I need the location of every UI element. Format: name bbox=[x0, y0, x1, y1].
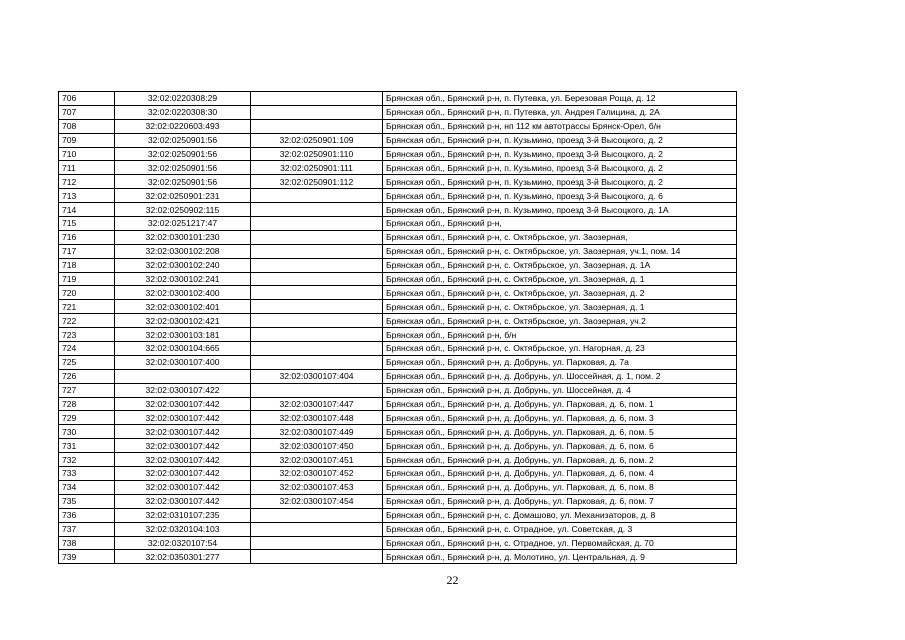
row-number-cell: 738 bbox=[59, 536, 115, 550]
address-cell: Брянская обл., Брянский р-н, п. Кузьмино, проезд 3-й Высоцкого, д. 6 bbox=[383, 189, 737, 203]
table-row bbox=[59, 425, 737, 439]
row-number-cell: 734 bbox=[59, 480, 115, 494]
sub-object-number-cell bbox=[251, 508, 383, 522]
table-row bbox=[59, 467, 737, 481]
row-number-cell: 727 bbox=[59, 383, 115, 397]
table-row bbox=[59, 480, 737, 494]
address-cell: Брянская обл., Брянский р-н, д. Добрунь, ул. Парковая, д. 6, пом. 2 bbox=[383, 453, 737, 467]
cadastral-number-cell: 32:02:0300107:422 bbox=[115, 383, 251, 397]
sub-object-number-cell bbox=[251, 355, 383, 369]
property-table-body bbox=[59, 92, 737, 564]
address-cell: Брянская обл., Брянский р-н, д. Добрунь, ул. Парковая, д. 6, пом. 8 bbox=[383, 480, 737, 494]
cadastral-number-cell: 32:02:0220603:493 bbox=[115, 119, 251, 133]
table-row bbox=[59, 258, 737, 272]
row-number-cell: 731 bbox=[59, 439, 115, 453]
table-row bbox=[59, 522, 737, 536]
address-cell: Брянская обл., Брянский р-н, с. Октябрьское, ул. Заозерная, bbox=[383, 230, 737, 244]
sub-object-number-cell bbox=[251, 105, 383, 119]
table-row bbox=[59, 397, 737, 411]
cadastral-number-cell: 32:02:0300107:442 bbox=[115, 480, 251, 494]
address-cell: Брянская обл., Брянский р-н, д. Добрунь, ул. Шоссейная, д. 4 bbox=[383, 383, 737, 397]
row-number-cell: 708 bbox=[59, 119, 115, 133]
sub-object-number-cell: 32:02:0300107:452 bbox=[251, 467, 383, 481]
sub-object-number-cell bbox=[251, 272, 383, 286]
address-cell: Брянская обл., Брянский р-н, д. Добрунь, ул. Парковая, д. 6, пом. 7 bbox=[383, 494, 737, 508]
cadastral-number-cell: 32:02:0300107:442 bbox=[115, 453, 251, 467]
cadastral-number-cell: 32:02:0300107:442 bbox=[115, 494, 251, 508]
sub-object-number-cell: 32:02:0300107:449 bbox=[251, 425, 383, 439]
table-row bbox=[59, 189, 737, 203]
cadastral-number-cell: 32:02:0250901:56 bbox=[115, 147, 251, 161]
cadastral-number-cell: 32:02:0300107:442 bbox=[115, 439, 251, 453]
row-number-cell: 719 bbox=[59, 272, 115, 286]
row-number-cell: 722 bbox=[59, 314, 115, 328]
sub-object-number-cell bbox=[251, 189, 383, 203]
table-row bbox=[59, 175, 737, 189]
row-number-cell: 720 bbox=[59, 286, 115, 300]
sub-object-number-cell bbox=[251, 286, 383, 300]
table-row bbox=[59, 286, 737, 300]
row-number-cell: 736 bbox=[59, 508, 115, 522]
cadastral-number-cell: 32:02:0250901:231 bbox=[115, 189, 251, 203]
address-cell: Брянская обл., Брянский р-н, б/н bbox=[383, 328, 737, 342]
table-row bbox=[59, 342, 737, 356]
address-cell: Брянская обл., Брянский р-н, с. Октябрьское, ул. Заозерная, д. 1 bbox=[383, 272, 737, 286]
cadastral-number-cell: 32:02:0320107:54 bbox=[115, 536, 251, 550]
address-cell: Брянская обл., Брянский р-н, п. Кузьмино, проезд 3-й Высоцкого, д. 2 bbox=[383, 147, 737, 161]
address-cell: Брянская обл., Брянский р-н, п. Путевка, ул. Березовая Роща, д. 12 bbox=[383, 92, 737, 106]
table-row bbox=[59, 508, 737, 522]
table-row bbox=[59, 92, 737, 106]
sub-object-number-cell bbox=[251, 217, 383, 231]
row-number-cell: 726 bbox=[59, 369, 115, 383]
address-cell: Брянская обл., Брянский р-н, с. Октябрьское, ул. Заозерная, уч.1, пом. 14 bbox=[383, 244, 737, 258]
address-cell: Брянская обл., Брянский р-н, п. Кузьмино, проезд 3-й Высоцкого, д. 2 bbox=[383, 175, 737, 189]
row-number-cell: 737 bbox=[59, 522, 115, 536]
row-number-cell: 712 bbox=[59, 175, 115, 189]
table-row bbox=[59, 217, 737, 231]
cadastral-number-cell: 32:02:0350301:277 bbox=[115, 550, 251, 564]
row-number-cell: 723 bbox=[59, 328, 115, 342]
sub-object-number-cell bbox=[251, 328, 383, 342]
sub-object-number-cell bbox=[251, 522, 383, 536]
sub-object-number-cell: 32:02:0300107:404 bbox=[251, 369, 383, 383]
cadastral-number-cell: 32:02:0300107:442 bbox=[115, 411, 251, 425]
sub-object-number-cell bbox=[251, 203, 383, 217]
address-cell: Брянская обл., Брянский р-н, с. Отрадное, ул. Первомайская, д. 70 bbox=[383, 536, 737, 550]
sub-object-number-cell bbox=[251, 119, 383, 133]
table-row bbox=[59, 300, 737, 314]
row-number-cell: 721 bbox=[59, 300, 115, 314]
sub-object-number-cell: 32:02:0250901:111 bbox=[251, 161, 383, 175]
table-row bbox=[59, 453, 737, 467]
address-cell: Брянская обл., Брянский р-н, с. Октябрьское, ул. Заозерная, д. 1А bbox=[383, 258, 737, 272]
cadastral-number-cell: 32:02:0300102:400 bbox=[115, 286, 251, 300]
sub-object-number-cell: 32:02:0300107:453 bbox=[251, 480, 383, 494]
sub-object-number-cell bbox=[251, 244, 383, 258]
sub-object-number-cell bbox=[251, 536, 383, 550]
row-number-cell: 725 bbox=[59, 355, 115, 369]
cadastral-number-cell: 32:02:0310107:235 bbox=[115, 508, 251, 522]
address-cell: Брянская обл., Брянский р-н, д. Добрунь, ул. Парковая, д. 6, пом. 5 bbox=[383, 425, 737, 439]
sub-object-number-cell bbox=[251, 258, 383, 272]
table-row bbox=[59, 550, 737, 564]
sub-object-number-cell: 32:02:0300107:454 bbox=[251, 494, 383, 508]
table-row bbox=[59, 203, 737, 217]
cadastral-number-cell: 32:02:0250901:56 bbox=[115, 133, 251, 147]
table-row bbox=[59, 355, 737, 369]
cadastral-number-cell: 32:02:0300104:665 bbox=[115, 342, 251, 356]
sub-object-number-cell: 32:02:0250901:109 bbox=[251, 133, 383, 147]
row-number-cell: 709 bbox=[59, 133, 115, 147]
row-number-cell: 732 bbox=[59, 453, 115, 467]
sub-object-number-cell bbox=[251, 92, 383, 106]
row-number-cell: 715 bbox=[59, 217, 115, 231]
address-cell: Брянская обл., Брянский р-н, д. Добрунь, ул. Парковая, д. 6, пом. 4 bbox=[383, 467, 737, 481]
address-cell: Брянская обл., Брянский р-н, п. Кузьмино, проезд 3-й Высоцкого, д. 1А bbox=[383, 203, 737, 217]
address-cell: Брянская обл., Брянский р-н, п. Кузьмино, проезд 3-й Высоцкого, д. 2 bbox=[383, 161, 737, 175]
cadastral-number-cell: 32:02:0300107:442 bbox=[115, 467, 251, 481]
sub-object-number-cell: 32:02:0250901:112 bbox=[251, 175, 383, 189]
address-cell: Брянская обл., Брянский р-н, bbox=[383, 217, 737, 231]
sub-object-number-cell bbox=[251, 300, 383, 314]
cadastral-number-cell: 32:02:0300102:241 bbox=[115, 272, 251, 286]
cadastral-number-cell: 32:02:0300102:421 bbox=[115, 314, 251, 328]
row-number-cell: 739 bbox=[59, 550, 115, 564]
row-number-cell: 728 bbox=[59, 397, 115, 411]
row-number-cell: 718 bbox=[59, 258, 115, 272]
table-row bbox=[59, 439, 737, 453]
address-cell: Брянская обл., Брянский р-н, д. Добрунь, ул. Парковая, д. 7а bbox=[383, 355, 737, 369]
cadastral-number-cell: 32:02:0250902:115 bbox=[115, 203, 251, 217]
property-table bbox=[58, 91, 737, 564]
cadastral-number-cell: 32:02:0251217:47 bbox=[115, 217, 251, 231]
cadastral-number-cell: 32:02:0250901:56 bbox=[115, 161, 251, 175]
row-number-cell: 711 bbox=[59, 161, 115, 175]
cadastral-number-cell: 32:02:0220308:30 bbox=[115, 105, 251, 119]
row-number-cell: 730 bbox=[59, 425, 115, 439]
table-row bbox=[59, 244, 737, 258]
row-number-cell: 707 bbox=[59, 105, 115, 119]
page-number: 22 bbox=[446, 573, 459, 587]
row-number-cell: 713 bbox=[59, 189, 115, 203]
address-cell: Брянская обл., Брянский р-н, д. Добрунь, ул. Шоссейная, д. 1, пом. 2 bbox=[383, 369, 737, 383]
table-row bbox=[59, 133, 737, 147]
address-cell: Брянская обл., Брянский р-н, с. Домашово, ул. Механизаторов, д. 8 bbox=[383, 508, 737, 522]
address-cell: Брянская обл., Брянский р-н, с. Отрадное, ул. Советская, д. 3 bbox=[383, 522, 737, 536]
address-cell: Брянская обл., Брянский р-н, с. Октябрьское, ул. Заозерная, д. 2 bbox=[383, 286, 737, 300]
row-number-cell: 733 bbox=[59, 467, 115, 481]
row-number-cell: 729 bbox=[59, 411, 115, 425]
row-number-cell: 714 bbox=[59, 203, 115, 217]
sub-object-number-cell bbox=[251, 550, 383, 564]
sub-object-number-cell: 32:02:0300107:448 bbox=[251, 411, 383, 425]
cadastral-number-cell: 32:02:0300107:442 bbox=[115, 397, 251, 411]
row-number-cell: 716 bbox=[59, 230, 115, 244]
address-cell: Брянская обл., Брянский р-н, д. Добрунь, ул. Парковая, д. 6, пом. 6 bbox=[383, 439, 737, 453]
table-row bbox=[59, 536, 737, 550]
row-number-cell: 710 bbox=[59, 147, 115, 161]
table-row bbox=[59, 383, 737, 397]
address-cell: Брянская обл., Брянский р-н, д. Добрунь, ул. Парковая, д. 6, пом. 3 bbox=[383, 411, 737, 425]
sub-object-number-cell: 32:02:0250901:110 bbox=[251, 147, 383, 161]
cadastral-number-cell: 32:02:0300102:240 bbox=[115, 258, 251, 272]
table-row bbox=[59, 161, 737, 175]
cadastral-number-cell: 32:02:0300107:400 bbox=[115, 355, 251, 369]
address-cell: Брянская обл., Брянский р-н, д. Молотино, ул. Центральная, д. 9 bbox=[383, 550, 737, 564]
table-row bbox=[59, 147, 737, 161]
table-row bbox=[59, 369, 737, 383]
row-number-cell: 735 bbox=[59, 494, 115, 508]
address-cell: Брянская обл., Брянский р-н, с. Октябрьское, ул. Нагорная, д. 23 bbox=[383, 342, 737, 356]
cadastral-number-cell: 32:02:0250901:56 bbox=[115, 175, 251, 189]
cadastral-number-cell bbox=[115, 369, 251, 383]
cadastral-number-cell: 32:02:0320104:103 bbox=[115, 522, 251, 536]
address-cell: Брянская обл., Брянский р-н, нп 112 км автотрассы Брянск-Орел, б/н bbox=[383, 119, 737, 133]
sub-object-number-cell: 32:02:0300107:447 bbox=[251, 397, 383, 411]
table-row bbox=[59, 230, 737, 244]
sub-object-number-cell bbox=[251, 383, 383, 397]
address-cell: Брянская обл., Брянский р-н, п. Путевка, ул. Андрея Галицина, д. 2А bbox=[383, 105, 737, 119]
row-number-cell: 717 bbox=[59, 244, 115, 258]
table-row bbox=[59, 105, 737, 119]
sub-object-number-cell bbox=[251, 230, 383, 244]
table-row bbox=[59, 314, 737, 328]
address-cell: Брянская обл., Брянский р-н, д. Добрунь, ул. Парковая, д. 6, пом. 1 bbox=[383, 397, 737, 411]
table-row bbox=[59, 328, 737, 342]
cadastral-number-cell: 32:02:0300101:230 bbox=[115, 230, 251, 244]
table-row bbox=[59, 411, 737, 425]
sub-object-number-cell bbox=[251, 314, 383, 328]
address-cell: Брянская обл., Брянский р-н, с. Октябрьское, ул. Заозерная, д. 1 bbox=[383, 300, 737, 314]
table-row bbox=[59, 119, 737, 133]
address-cell: Брянская обл., Брянский р-н, с. Октябрьское, ул. Заозерная, уч.2 bbox=[383, 314, 737, 328]
row-number-cell: 724 bbox=[59, 342, 115, 356]
cadastral-number-cell: 32:02:0220308:29 bbox=[115, 92, 251, 106]
address-cell: Брянская обл., Брянский р-н, п. Кузьмино, проезд 3-й Высоцкого, д. 2 bbox=[383, 133, 737, 147]
cadastral-number-cell: 32:02:0300102:208 bbox=[115, 244, 251, 258]
row-number-cell: 706 bbox=[59, 92, 115, 106]
cadastral-number-cell: 32:02:0300102:401 bbox=[115, 300, 251, 314]
sub-object-number-cell: 32:02:0300107:450 bbox=[251, 439, 383, 453]
sub-object-number-cell bbox=[251, 342, 383, 356]
cadastral-number-cell: 32:02:0300107:442 bbox=[115, 425, 251, 439]
cadastral-number-cell: 32:02:0300103:181 bbox=[115, 328, 251, 342]
sub-object-number-cell: 32:02:0300107:451 bbox=[251, 453, 383, 467]
table-row bbox=[59, 272, 737, 286]
table-row bbox=[59, 494, 737, 508]
